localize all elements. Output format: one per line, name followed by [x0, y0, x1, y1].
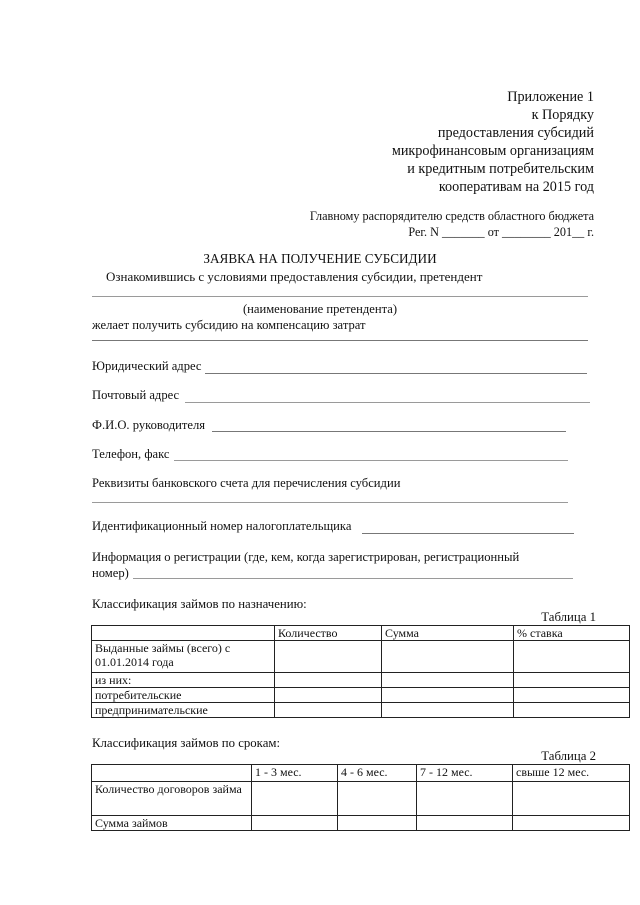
table-cell-input[interactable]: [252, 782, 338, 816]
table-cell-input[interactable]: [514, 703, 630, 718]
table-cell: предпринимательские: [92, 703, 275, 718]
table-header-cell: свыше 12 мес.: [513, 765, 630, 782]
tax-id-label: Идентификационный номер налогоплательщика: [92, 519, 352, 533]
table-cell-input[interactable]: [338, 816, 417, 831]
table-header-cell: [92, 765, 252, 782]
registration-label: Информация о регистрации (где, кем, когда зарегистрирован, регистрационный: [92, 550, 520, 564]
bank-details-line[interactable]: [92, 502, 568, 503]
table-header-cell: Сумма: [382, 626, 514, 641]
table-cell-input[interactable]: [514, 688, 630, 703]
table-header-cell: 1 - 3 мес.: [252, 765, 338, 782]
table-row: [92, 673, 630, 688]
table-row: [92, 688, 630, 703]
table-row: [92, 703, 630, 718]
table-row: [92, 782, 630, 816]
loans-by-purpose-table: [91, 625, 630, 718]
legal-address-label: Юридический адрес: [92, 359, 202, 373]
table-cell-input[interactable]: [275, 673, 382, 688]
document-title: ЗАЯВКА НА ПОЛУЧЕНИЕ СУБСИДИИ: [203, 251, 437, 266]
table-cell-input[interactable]: [382, 673, 514, 688]
table-cell-input[interactable]: [252, 816, 338, 831]
table-cell-input[interactable]: [514, 641, 630, 673]
appendix-block: [392, 88, 594, 196]
bank-details-label: Реквизиты банковского счета для перечисления субсидии: [92, 476, 401, 490]
table-header-cell: Количество: [275, 626, 382, 641]
registration-label-cont: номер): [92, 566, 129, 580]
table-cell-input[interactable]: [417, 816, 513, 831]
applicant-name-line[interactable]: [92, 296, 588, 297]
wish-text: желает получить субсидию на компенсацию затрат: [92, 318, 366, 332]
table-cell-input[interactable]: [382, 688, 514, 703]
table-cell-input[interactable]: [275, 703, 382, 718]
table-cell-input[interactable]: [275, 688, 382, 703]
tax-id-line[interactable]: [362, 533, 574, 534]
phone-fax-line[interactable]: [174, 460, 568, 461]
table1-label: Таблица 1: [541, 610, 596, 624]
table-header-cell: [92, 626, 275, 641]
table-cell-input[interactable]: [382, 703, 514, 718]
table-header-row: [92, 626, 630, 641]
appendix-line: микрофинансовым организациям: [391, 143, 594, 159]
table-cell-input[interactable]: [338, 782, 417, 816]
costs-line[interactable]: [92, 340, 588, 341]
phone-fax-label: Телефон, факс: [92, 447, 170, 461]
table-cell: Количество договоров займа: [92, 782, 252, 816]
recipient-block: [310, 208, 594, 240]
table1-section-title: Классификация займов по назначению:: [92, 597, 307, 611]
table-header-cell: 7 - 12 мес.: [417, 765, 513, 782]
table-header-cell: % ставка: [514, 626, 630, 641]
recipient-line: Главному распорядителю средств областного бюджета: [309, 209, 594, 223]
table-cell-input[interactable]: [382, 641, 514, 673]
table-cell: из них:: [92, 673, 275, 688]
table-header-cell: 4 - 6 мес.: [338, 765, 417, 782]
table2-label: Таблица 2: [541, 749, 596, 763]
appendix-line: и кредитным потребительским: [407, 161, 594, 177]
table-row: [92, 816, 630, 831]
appendix-line: предоставления субсидий: [437, 125, 594, 141]
appendix-line: кооперативам на 2015 год: [438, 179, 594, 195]
table-cell-input[interactable]: [513, 816, 630, 831]
table-cell: Сумма займов: [92, 816, 252, 831]
appendix-line: к Порядку: [531, 107, 594, 123]
legal-address-line[interactable]: [205, 373, 587, 374]
table-cell-input[interactable]: [275, 641, 382, 673]
postal-address-label: Почтовый адрес: [92, 388, 180, 402]
director-label: Ф.И.О. руководителя: [92, 418, 206, 432]
applicant-caption: (наименование претендента): [242, 302, 398, 316]
table-row: [92, 641, 630, 673]
table-cell: Выданные займы (всего) с 01.01.2014 года: [92, 641, 275, 673]
table2-section-title: Классификация займов по срокам:: [92, 736, 281, 750]
director-line[interactable]: [212, 431, 566, 432]
appendix-line: Приложение 1: [507, 89, 594, 105]
table-cell: потребительские: [92, 688, 275, 703]
table-header-row: [92, 765, 630, 782]
table-cell-input[interactable]: [417, 782, 513, 816]
registration-number-line: Рег. N _______ от ________ 201__ г.: [408, 225, 594, 239]
loans-by-term-table: [91, 764, 630, 831]
table-cell-input[interactable]: [514, 673, 630, 688]
table-cell-input[interactable]: [513, 782, 630, 816]
intro-text: Ознакомившись с условиями предоставления субсидии, претендент: [106, 269, 483, 284]
postal-address-line[interactable]: [185, 402, 590, 403]
registration-line[interactable]: [133, 578, 573, 579]
